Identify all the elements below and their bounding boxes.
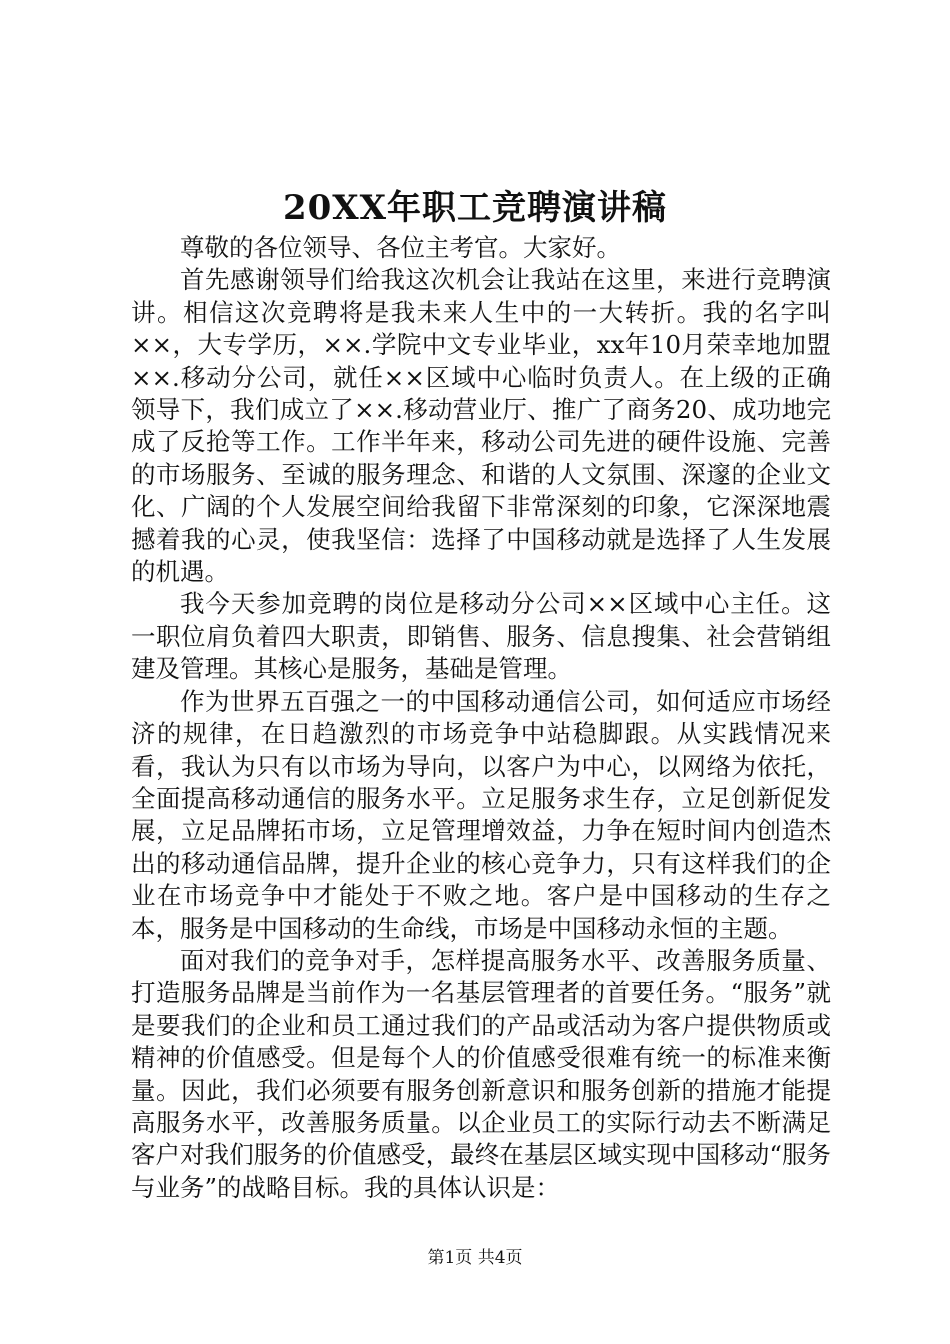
paragraph-market: 作为世界五百强之一的中国移动通信公司，如何适应市场经济的规律，在日趋激烈的市场竞争中站稳脚跟。从实践情况来看，我认为只有以市场为导向，以客户为中心，以网络为依托，全面提高移动通信的服务水平。立足服务求生存，立足创新促发展，立足品牌拓市场，立足管理增效益，力争在短时间内创造杰出的移动通信品牌，提升企业的核心竞争力，只有这样我们的企业在市场竞争中才能处于不败之地。客户是中国移动的生存之本，服务是中国移动的生命线，市场是中国移动永恒的主题。 (131, 686, 831, 943)
paragraph-introduction: 首先感谢领导们给我这次机会让我站在这里，来进行竞聘演讲。相信这次竞聘将是我未来人生中的一大转折。我的名字叫××，大专学历，××.学院中文专业毕业，xx年10月荣幸地加盟××.移动分公司，就任××区域中心临时负责人。在上级的正确领导下，我们成立了××.移动营业厅、推广了商务20、成功地完成了反抢等工作。工作半年来，移动公司先进的硬件设施、完善的市场服务、至诚的服务理念、和谐的人文氛围、深邃的企业文化、广阔的个人发展空间给我留下非常深刻的印象，它深深地震撼着我的心灵，使我坚信：选择了中国移动就是选择了人生发展的机遇。 (131, 265, 831, 587)
document-title: 20XX年职工竞聘演讲稿 (282, 188, 668, 228)
paragraph-greeting: 尊敬的各位领导、各位主考官。大家好。 (180, 233, 621, 262)
paragraph-position: 我今天参加竞聘的岗位是移动分公司××区域中心主任。这一职位肩负着四大职责，即销售、服务、信息搜集、社会营销组建及管理。其核心是服务，基础是管理。 (131, 589, 831, 684)
document-body (131, 232, 831, 1204)
paragraph-service: 面对我们的竞争对手，怎样提高服务水平、改善服务质量、打造服务品牌是当前作为一名基层管理者的首要任务。“服务”就是要我们的企业和员工通过我们的产品或活动为客户提供物质或精神的价值感受。但是每个人的价值感受很难有统一的标准来衡量。因此，我们必须要有服务创新意识和服务创新的措施才能提高服务水平，改善服务质量。以企业员工的实际行动去不断满足客户对我们服务的价值感受，最终在基层区域实现中国移动“服务与业务”的战略目标。我的具体认识是： (131, 945, 831, 1202)
page-number-footer: 第1页 共4页 (427, 1248, 523, 1268)
